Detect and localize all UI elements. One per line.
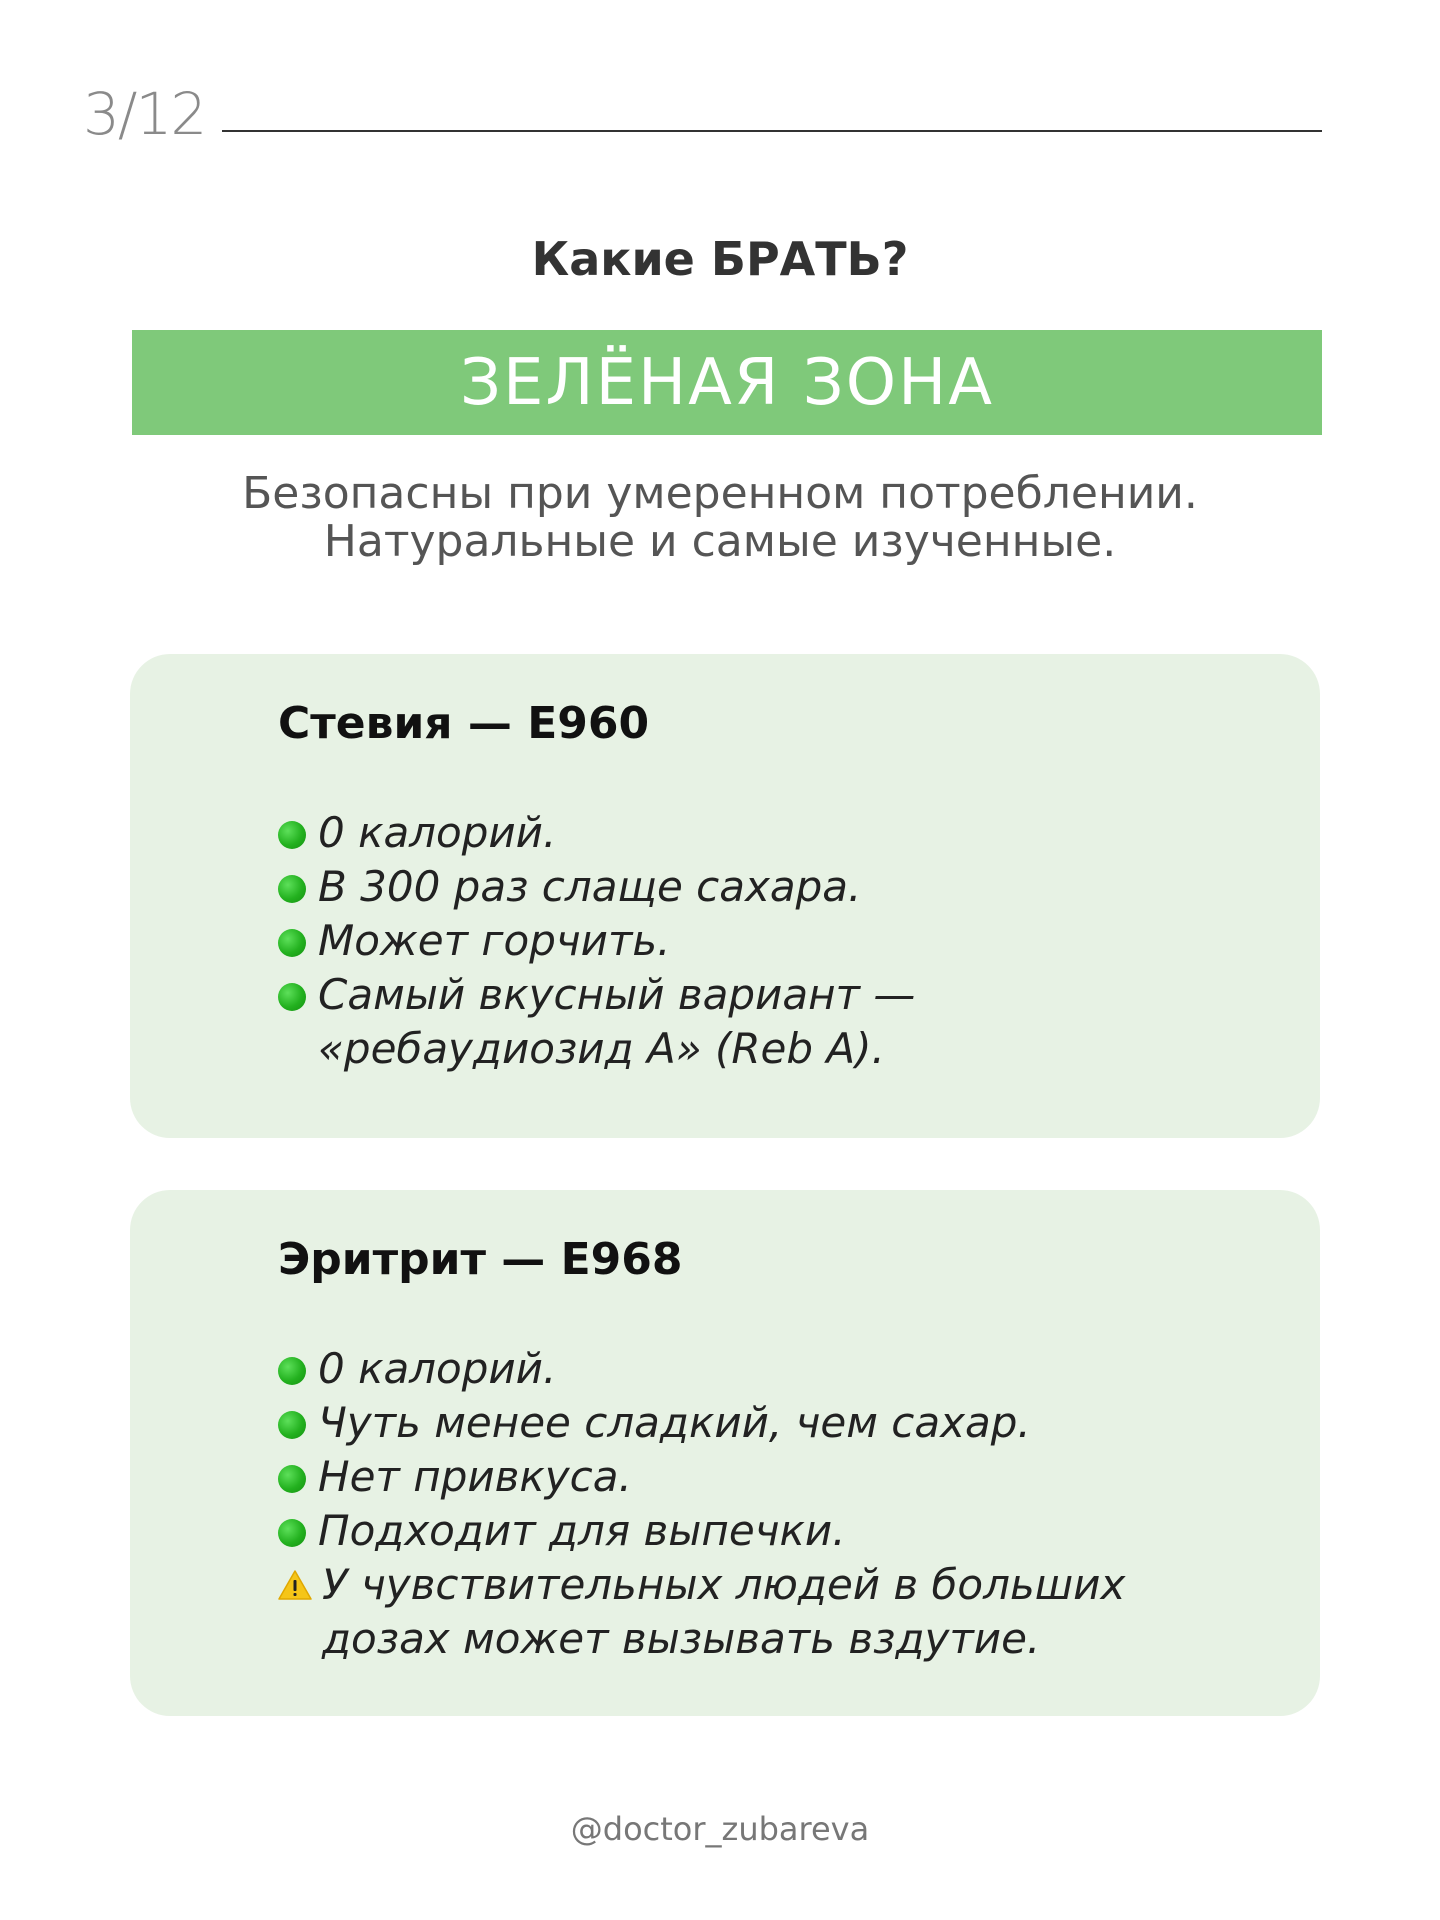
header-divider (222, 130, 1322, 132)
list-item (278, 1558, 1178, 1666)
list-item-text: В 300 раз слаще сахара. (318, 862, 862, 911)
list-item-text: Подходит для выпечки. (318, 1506, 846, 1555)
green-circle-icon (278, 1411, 306, 1439)
green-circle-icon (278, 983, 306, 1011)
list-item (278, 968, 1178, 1076)
green-circle-icon (278, 1465, 306, 1493)
warning-icon (278, 1570, 312, 1600)
zone-description-line: Безопасны при умеренном потреблении. (242, 468, 1198, 519)
page-heading: Какие БРАТЬ? (531, 232, 909, 286)
list-item (278, 1450, 1178, 1504)
card-title: Стевия — Е960 (278, 698, 650, 749)
card-erythritol (130, 1190, 1320, 1716)
list-item-text: Может горчить. (318, 916, 671, 965)
list-item-text: Нет привкуса. (318, 1452, 632, 1501)
green-circle-icon (278, 1519, 306, 1547)
green-circle-icon (278, 929, 306, 957)
zone-banner (132, 330, 1322, 435)
list-item-text: Самый вкусный вариант — «ребаудиозид А» (Reb A). (318, 970, 916, 1073)
card-title: Эритрит — Е968 (278, 1234, 683, 1285)
list-item (278, 1396, 1178, 1450)
list-item (278, 914, 1178, 968)
green-circle-icon (278, 875, 306, 903)
list-item (278, 860, 1178, 914)
zone-banner-label: ЗЕЛЁНАЯ ЗОНА (459, 345, 995, 420)
list-item-text: 0 калорий. (318, 1344, 557, 1393)
author-handle: @doctor_zubareva (570, 1810, 870, 1848)
list-item-text: Чуть менее сладкий, чем сахар. (318, 1398, 1031, 1447)
green-circle-icon (278, 821, 306, 849)
feature-list (278, 1342, 1320, 1666)
card-stevia (130, 654, 1320, 1138)
list-item (278, 806, 1178, 860)
zone-description (0, 470, 1440, 566)
list-item (278, 1504, 1178, 1558)
green-circle-icon (278, 1357, 306, 1385)
list-item-text: У чувствительных людей в больших дозах может вызывать вздутие. (322, 1560, 1126, 1663)
list-item-text: 0 калорий. (318, 808, 557, 857)
zone-description-line: Натуральные и самые изученные. (323, 516, 1117, 567)
list-item (278, 1342, 1178, 1396)
feature-list (278, 806, 1320, 1076)
page-counter: 3/12 (83, 80, 206, 148)
